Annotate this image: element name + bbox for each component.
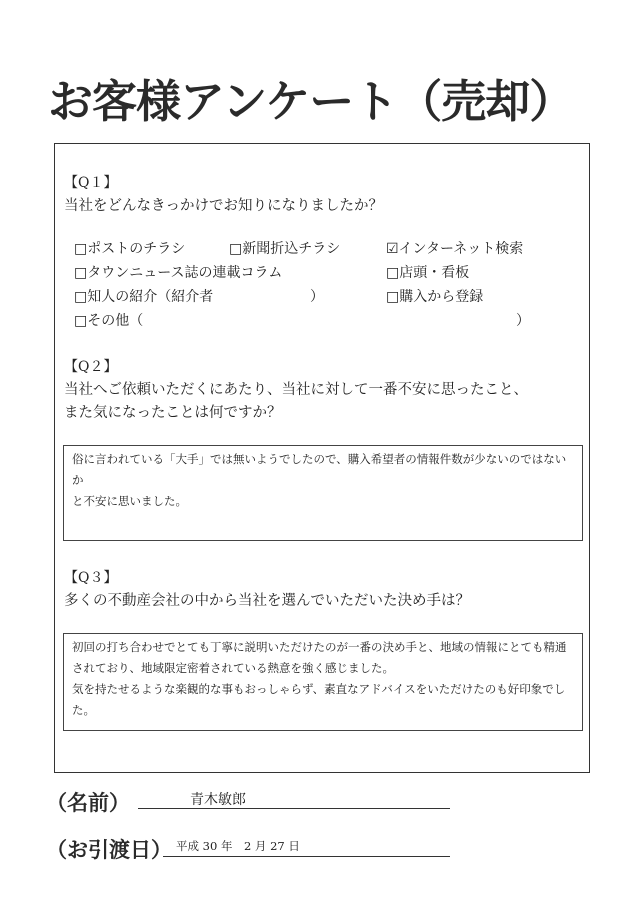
q2-answer-line-1: 俗に言われている「大手」では無いようでしたので、購入希望者の情報件数が少ないのではないか <box>72 452 567 487</box>
q3-answer-box <box>63 633 583 731</box>
page-title: お客様アンケート（売却） <box>48 75 574 128</box>
q1-option-acquaintance-referral: □知人の紹介（紹介者 <box>74 289 214 305</box>
name-underline <box>138 808 450 809</box>
q2-question-line-2: また気になったことは何ですか？ <box>64 405 282 421</box>
q2-heading: 【Q２】 <box>64 359 118 375</box>
q2-answer-box <box>63 445 583 541</box>
q3-answer-line-1: 初回の打ち合わせでとても丁寧に説明いただけたのが一番の決め手と、地域の情報にとても精通 <box>72 640 567 654</box>
q3-answer-line-3: 気を持たせるような楽観的な事もおっしゃらず、素直なアドバイスをいただけたのも好印象でした。 <box>72 682 566 717</box>
q1-option-newspaper-insert: □新聞折込チラシ <box>229 241 341 257</box>
q2-answer-line-2: と不安に思いました。 <box>72 494 187 508</box>
q1-option-storefront-sign: □店頭・看板 <box>386 265 470 281</box>
q1-heading: 【Q１】 <box>64 175 118 191</box>
q1-option-other: □その他（ <box>74 313 144 329</box>
q1-other-close-paren: ） <box>516 313 530 329</box>
q1-option-purchase-registration: □購入から登録 <box>386 289 484 305</box>
q1-option-town-news-column: □タウンニュース誌の連載コラム <box>74 265 283 281</box>
name-value: 青木敏郎 <box>190 792 246 808</box>
q3-question: 多くの不動産会社の中から当社を選んでいただいた決め手は？ <box>64 593 470 609</box>
q1-option-internet-search: ☑インターネット検索 <box>386 241 524 257</box>
q1-question: 当社をどんなきっかけでお知りになりましたか？ <box>64 198 383 214</box>
q3-heading: 【Q３】 <box>64 570 118 586</box>
date-underline <box>163 856 450 857</box>
handover-date-value: 平成 30 年 2 月 27 日 <box>176 839 300 853</box>
q1-option-post-flyer: □ポストのチラシ <box>74 241 186 257</box>
q2-question-line-1: 当社へご依頼いただくにあたり、当社に対して一番不安に思ったこと、 <box>64 382 528 398</box>
handover-date-label: （お引渡日） <box>46 838 172 862</box>
q1-referral-close-paren: ） <box>310 289 324 305</box>
name-label: （名前） <box>46 791 130 815</box>
q3-answer-line-2: されており、地域限定密着されている熱意を強く感じました。 <box>72 661 394 675</box>
